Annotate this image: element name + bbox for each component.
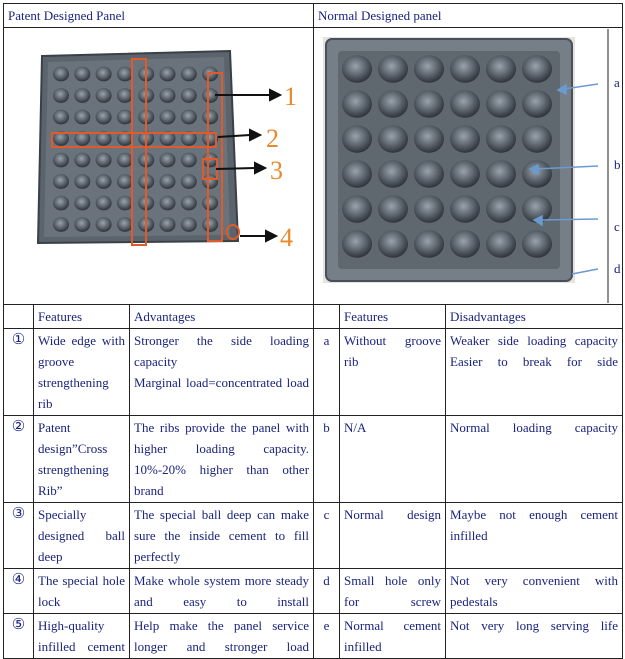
panel-dimple — [342, 125, 372, 153]
disadvantage-line: Not very convenient with pedestals — [450, 573, 619, 609]
callout-b: b — [614, 157, 621, 172]
panel-dimple — [414, 125, 444, 153]
panel-dimple — [117, 67, 133, 82]
panel-dimple — [414, 230, 444, 258]
advantages-header: Advantages — [130, 305, 314, 329]
panel-dimple — [96, 196, 112, 211]
panel-dimple — [160, 196, 176, 211]
feature-text: Wide edge with groove strengthening rib — [34, 329, 130, 416]
panel-dimple — [160, 88, 176, 103]
features-header: Features — [34, 305, 130, 329]
panel-dimple — [53, 196, 69, 211]
panel-dimple — [522, 55, 552, 83]
patent-panel-header: Patent Designed Panel — [4, 4, 314, 28]
normal-feature-text: Normal design — [340, 503, 446, 569]
row-letter: d — [314, 569, 340, 614]
disadvantages-header: Disadvantages — [446, 305, 623, 329]
table-row — [4, 569, 623, 614]
panel-dimple — [378, 55, 408, 83]
comparison-table — [3, 3, 623, 659]
panel-dimple — [181, 67, 197, 82]
panel-dimple — [117, 217, 133, 232]
panel-dimple — [117, 174, 133, 189]
panel-dimple — [202, 174, 218, 189]
panel-dimple — [160, 67, 176, 82]
panel-dimple — [450, 125, 480, 153]
row-letter: a — [314, 329, 340, 416]
panel-dimple — [160, 110, 176, 125]
panel-dimple — [342, 230, 372, 258]
panel-dimple — [181, 153, 197, 168]
callout-a: a — [614, 75, 620, 90]
callout-d: d — [614, 261, 621, 276]
panel-dimple — [181, 174, 197, 189]
patent-panel-image — [8, 29, 318, 303]
panel-dimple — [450, 230, 480, 258]
disadvantage-line: Not very long serving life — [450, 618, 619, 633]
advantage-text — [130, 416, 314, 503]
panel-dimple — [414, 160, 444, 188]
normal-panel-image — [318, 29, 625, 303]
panel-dimple — [181, 110, 197, 125]
panel-dimple — [486, 55, 516, 83]
table-row — [4, 329, 623, 416]
panel-dimple — [414, 195, 444, 223]
normal-panel-image-cell — [314, 28, 623, 305]
advantage-text — [130, 569, 314, 614]
row-letter: c — [314, 503, 340, 569]
panel-dimple — [117, 88, 133, 103]
advantage-text — [130, 503, 314, 569]
panel-dimple — [74, 153, 90, 168]
callout-c: c — [614, 219, 620, 234]
panel-dimple — [414, 90, 444, 118]
panel-dimple — [117, 153, 133, 168]
normal-features-header: Features — [340, 305, 446, 329]
row-number: ⑤ — [4, 614, 34, 659]
table-row — [4, 416, 623, 503]
panel-dimple — [160, 174, 176, 189]
panel-dimple — [202, 217, 218, 232]
panel-dimple — [486, 230, 516, 258]
panel-dimple — [342, 90, 372, 118]
callout-3: 3 — [270, 156, 283, 185]
disadvantage-line: Weaker side loading capacity — [450, 333, 619, 348]
panel-dimple — [96, 153, 112, 168]
panel-dimple — [74, 110, 90, 125]
advantage-line: Marginal load=concentrated load — [134, 375, 310, 390]
disadvantage-text — [446, 503, 623, 569]
disadvantage-text — [446, 416, 623, 503]
panel-dimple — [522, 125, 552, 153]
panel-dimple — [160, 217, 176, 232]
panel-dimple — [160, 153, 176, 168]
advantage-text — [130, 329, 314, 416]
row-letter: b — [314, 416, 340, 503]
panel-dimple — [378, 125, 408, 153]
table-row — [4, 503, 623, 569]
panel-dimple — [96, 174, 112, 189]
disadvantage-line: Normal loading capacity — [450, 420, 619, 435]
panel-dimple — [117, 110, 133, 125]
advantage-line: The ribs provide the panel with higher loading capacity. 10%-20% higher than other brand — [134, 420, 310, 498]
callout-1: 1 — [284, 82, 297, 111]
table-row — [4, 614, 623, 659]
panel-dimple — [342, 195, 372, 223]
row-number: ③ — [4, 503, 34, 569]
normal-feature-text: Small hole only for screw — [340, 569, 446, 614]
row-letter: e — [314, 614, 340, 659]
disadvantage-text — [446, 569, 623, 614]
normal-feature-text: Normal cement infilled — [340, 614, 446, 659]
panel-dimple — [522, 90, 552, 118]
disadvantage-text — [446, 329, 623, 416]
disadvantage-line: Maybe not enough cement infilled — [450, 507, 619, 543]
panel-dimple — [96, 88, 112, 103]
panel-dimple — [378, 230, 408, 258]
patent-panel-image-cell — [4, 28, 314, 305]
panel-dimple — [96, 67, 112, 82]
panel-dimple — [74, 88, 90, 103]
panel-dimple — [486, 90, 516, 118]
panel-dimple — [53, 67, 69, 82]
advantage-text — [130, 614, 314, 659]
row-number: ① — [4, 329, 34, 416]
panel-dimple — [181, 196, 197, 211]
panel-dimple — [342, 55, 372, 83]
normal-panel-header: Normal Designed panel — [314, 4, 623, 28]
panel-dimple — [53, 174, 69, 189]
panel-dimple — [450, 195, 480, 223]
panel-dimple — [486, 195, 516, 223]
panel-dimple — [53, 110, 69, 125]
feature-text: High-quality infilled cement — [34, 614, 130, 659]
panel-dimple — [53, 88, 69, 103]
panel-dimple — [74, 217, 90, 232]
advantage-line: Make whole system more steady and easy to install — [134, 573, 310, 609]
callout-4: 4 — [280, 223, 293, 252]
feature-text: Specially designed ball deep — [34, 503, 130, 569]
feature-text: The special hole lock — [34, 569, 130, 614]
panel-dimple — [450, 160, 480, 188]
normal-feature-text: N/A — [340, 416, 446, 503]
advantage-line: The special ball deep can make sure the inside cement to fill perfectly — [134, 507, 310, 564]
panel-dimple — [378, 90, 408, 118]
disadvantage-text — [446, 614, 623, 659]
panel-dimple — [96, 217, 112, 232]
panel-dimple — [378, 195, 408, 223]
row-number: ④ — [4, 569, 34, 614]
panel-dimple — [202, 196, 218, 211]
advantage-line: Stronger the side loading capacity — [134, 333, 310, 369]
panel-dimple — [450, 55, 480, 83]
panel-dimple — [486, 160, 516, 188]
callout-2: 2 — [266, 124, 279, 153]
panel-dimple — [74, 67, 90, 82]
panel-dimple — [414, 55, 444, 83]
row-number: ② — [4, 416, 34, 503]
panel-dimple — [378, 160, 408, 188]
panel-dimple — [74, 174, 90, 189]
panel-dimple — [117, 196, 133, 211]
panel-dimple — [522, 230, 552, 258]
panel-dimple — [450, 90, 480, 118]
panel-dimple — [486, 125, 516, 153]
normal-feature-text: Without groove rib — [340, 329, 446, 416]
panel-dimple — [342, 160, 372, 188]
panel-dimple — [202, 110, 218, 125]
panel-dimple — [181, 88, 197, 103]
panel-dimple — [74, 196, 90, 211]
panel-dimple — [53, 153, 69, 168]
panel-dimple — [181, 217, 197, 232]
advantage-line: Help make the panel service longer and stronger load — [134, 618, 310, 654]
panel-dimple — [53, 217, 69, 232]
panel-dimple — [96, 110, 112, 125]
disadvantage-line: Easier to break for side — [450, 354, 619, 369]
feature-text: Patent design”Cross strengthening Rib” — [34, 416, 130, 503]
